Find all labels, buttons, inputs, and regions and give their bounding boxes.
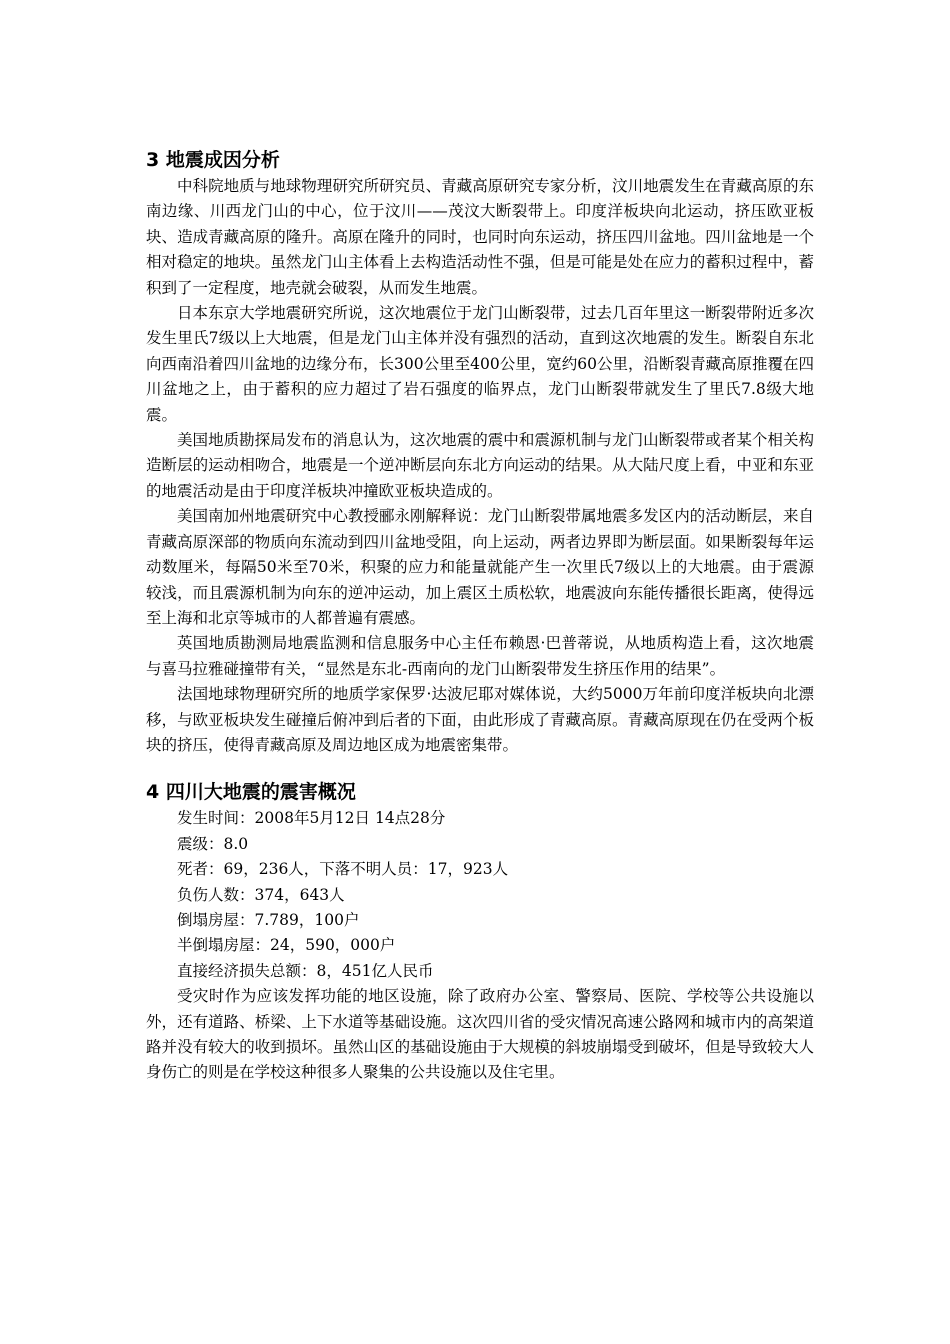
section-3-paragraph: 美国地质勘探局发布的消息认为，这次地震的震中和震源机制与龙门山断裂带或者某个相关构造断层的运动相吻合，地震是一个逆冲断层向东北方向运动的结果。从大陆尺度上看，中亚和东亚的地震活动是由于印度洋板块冲撞欧亚板块造成的。 [146,431,814,500]
fact-half-collapsed-houses: 半倒塌房屋：24，590，000户 [177,936,396,955]
section-3-paragraph: 英国地质勘测局地震监测和信息服务中心主任布赖恩·巴普蒂说，从地质构造上看，这次地震与喜马拉雅碰撞带有关，“显然是东北-西南向的龙门山断裂带发生挤压作用的结果”。 [146,634,814,678]
document-page [146,146,814,1086]
fact-occurrence-time: 发生时间：2008年5月12日 14点28分 [177,809,446,828]
section-3-paragraph: 日本东京大学地震研究所说，这次地震位于龙门山断裂带，过去几百年里这一断裂带附近多次发生里氏7级以上大地震，但是龙门山主体并没有强烈的活动，直到这次地震的发生。断裂自东北向西南沿着四川盆地的边缘分布，长300公里至400公里，宽约60公里，沿断裂青藏高原推覆在四川盆地之上，由于蓄积的应力超过了岩石强度的临界点，龙门山断裂带就发生了里氏7.8级大地震。 [146,304,814,424]
fact-magnitude: 震级：8.0 [177,834,249,853]
section-4-paragraph: 受灾时作为应该发挥功能的地区设施，除了政府办公室、警察局、医院、学校等公共设施以外，还有道路、桥梁、上下水道等基础设施。这次四川省的受灾情况高速公路网和城市内的高架道路并没有较大的收到损坏。虽然山区的基础设施由于大规模的斜坡崩塌受到破坏，但是导致较大人身伤亡的则是在学校这种很多人聚集的公共设施以及住宅里。 [146,987,814,1082]
section-3-paragraph: 中科院地质与地球物理研究所研究员、青藏高原研究专家分析，汶川地震发生在青藏高原的东南边缘、川西龙门山的中心，位于汶川——茂汶大断裂带上。印度洋板块向北运动，挤压欧亚板块、造成青藏高原的隆升。高原在隆升的同时，也同时向东运动，挤压四川盆地。四川盆地是一个相对稳定的地块。虽然龙门山主体看上去构造活动性不强，但是可能是处在应力的蓄积过程中，蓄积到了一定程度，地壳就会破裂，从而发生地震。 [146,177,814,297]
section-3-title: 3 地震成因分析 [146,149,280,171]
fact-economic-loss: 直接经济损失总额：8，451亿人民币 [177,961,434,980]
section-4-title: 4 四川大地震的震害概况 [146,781,356,804]
fact-injured: 负伤人数：374，643人 [177,885,345,904]
fact-deaths-missing: 死者：69，236人，下落不明人员：17，923人 [177,860,509,879]
fact-collapsed-houses: 倒塌房屋：7.789，100户 [177,910,360,929]
section-3-paragraph: 法国地球物理研究所的地质学家保罗·达波尼耶对媒体说，大约5000万年前印度洋板块向北漂移，与欧亚板块发生碰撞后俯冲到后者的下面，由此形成了青藏高原。青藏高原现在仍在受两个板块的挤压，使得青藏高原及周边地区成为地震密集带。 [146,685,814,754]
section-3-paragraph: 美国南加州地震研究中心教授郦永刚解释说：龙门山断裂带属地震多发区内的活动断层，来自青藏高原深部的物质向东流动到四川盆地受阻，向上运动，两者边界即为断层面。如果断裂每年运动数厘米，每隔50米至70米，积聚的应力和能量就能产生一次里氏7级以上的大地震。由于震源较浅，而且震源机制为向东的逆冲运动，加上震区土质松软，地震波向东能传播很长距离，使得远至上海和北京等城市的人都普遍有震感。 [146,507,814,627]
